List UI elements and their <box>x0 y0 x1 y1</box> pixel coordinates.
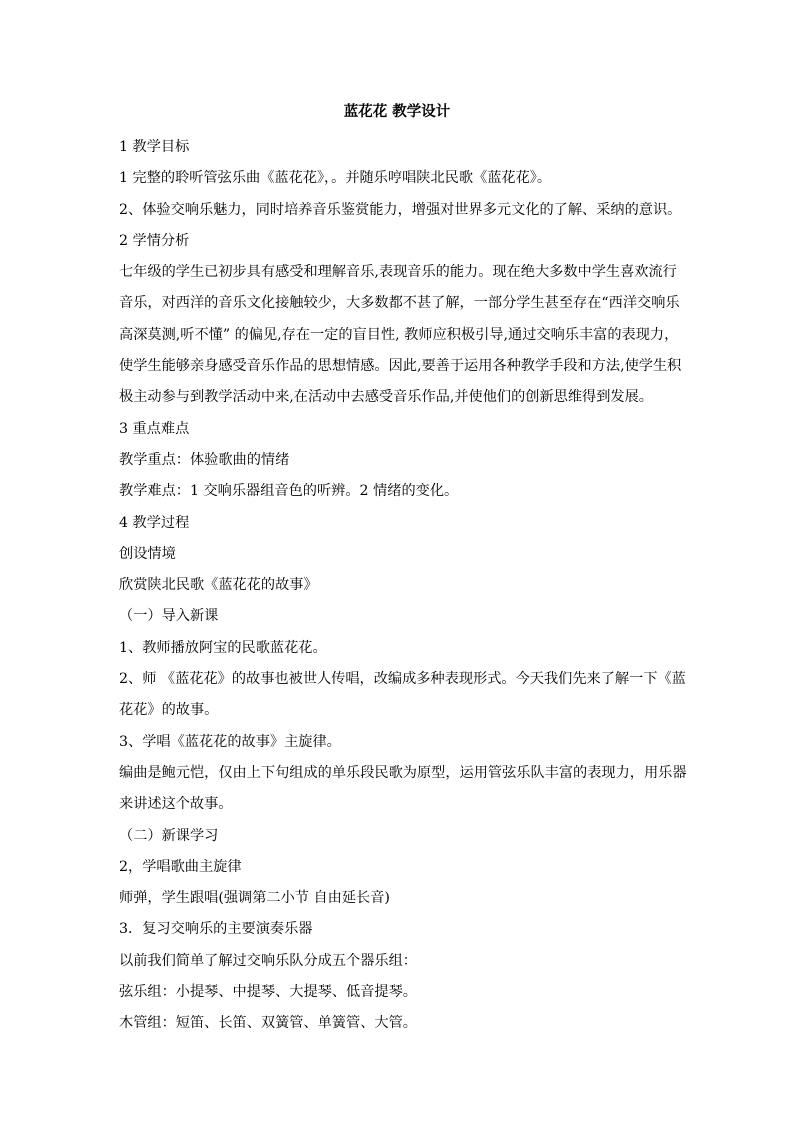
paragraph-line: 花花》的故事。 <box>119 702 219 719</box>
paragraph-line: 师弹，学生跟唱(强调第二小节 自由延长音) <box>119 890 390 907</box>
document-body <box>119 132 687 1040</box>
paragraph-line: 音乐，对西洋的音乐文化接触较少，大多数都不甚了解，一部分学生甚至存在“西洋交响乐 <box>119 295 680 312</box>
paragraph-line: 木管组：短笛、长笛、双簧管、单簧管、大管。 <box>119 1015 417 1032</box>
paragraph-line: 教学难点：1 交响乐器组音色的听辨。2 情绪的变化。 <box>119 483 459 500</box>
paragraph-line: 1、教师播放阿宝的民歌蓝花花。 <box>119 639 327 656</box>
paragraph-line: 高深莫测,听不懂” 的偏见,存在一定的盲目性, 教师应积极引导,通过交响乐丰富的表现力， <box>119 326 679 343</box>
section-heading-student-analysis: 2 学情分析 <box>119 232 190 249</box>
paragraph-line: 欣赏陕北民歌《蓝花花的故事》 <box>119 577 318 594</box>
section-heading-teaching-objectives: 1 教学目标 <box>119 139 190 155</box>
paragraph-line: 使学生能够亲身感受音乐作品的思想情感。因此,要善于运用各种教学手段和方法,使学生积 <box>119 358 682 375</box>
paragraph-line: 3、学唱《蓝花花的故事》主旋律。 <box>119 733 341 750</box>
subsection-heading: （一）导入新课 <box>119 608 219 625</box>
paragraph-line: 编曲是鲍元恺，仅由上下句组成的单乐段民歌为原型，运用管弦乐队丰富的表现力，用乐器 <box>119 764 687 781</box>
paragraph-line: 1 完整的聆听管弦乐曲《蓝花花》，。并随乐哼唱陕北民歌《蓝花花》。 <box>119 170 552 187</box>
paragraph-line: 弦乐组：小提琴、中提琴、大提琴、低音提琴。 <box>119 984 417 1001</box>
paragraph-line: 七年级的学生已初步具有感受和理解音乐,表现音乐的能力。现在绝大多数中学生喜欢流行 <box>119 264 677 281</box>
paragraph-line: 2、体验交响乐魅力，同时培养音乐鉴赏能力，增强对世界多元文化的了解、采纳的意识。 <box>119 201 682 218</box>
paragraph-line: 来讲述这个故事。 <box>119 796 233 813</box>
paragraph-line: 2，学唱歌曲主旋律 <box>119 858 242 875</box>
subsection-heading: （二）新课学习 <box>119 827 219 844</box>
paragraph-line: 创设情境 <box>119 545 176 562</box>
paragraph-line: 极主动参与到教学活动中来,在活动中去感受音乐作品,并使他们的创新思维得到发展。 <box>119 389 653 406</box>
paragraph-line: 3．复习交响乐的主要演奏乐器 <box>119 921 313 938</box>
paragraph-line: 2、师 《蓝花花》的故事也被世人传唱，改编成多种表现形式。今天我们先来了解一下《蓝 <box>119 671 686 688</box>
document-title: 蓝花花 教学设计 <box>343 103 451 120</box>
section-heading-key-points: 3 重点难点 <box>119 420 190 437</box>
paragraph-line: 以前我们简单了解过交响乐队分成五个器乐组： <box>119 952 417 969</box>
paragraph-line: 教学重点：体验歌曲的情绪 <box>119 451 290 468</box>
section-heading-teaching-process: 4 教学过程 <box>119 514 190 531</box>
